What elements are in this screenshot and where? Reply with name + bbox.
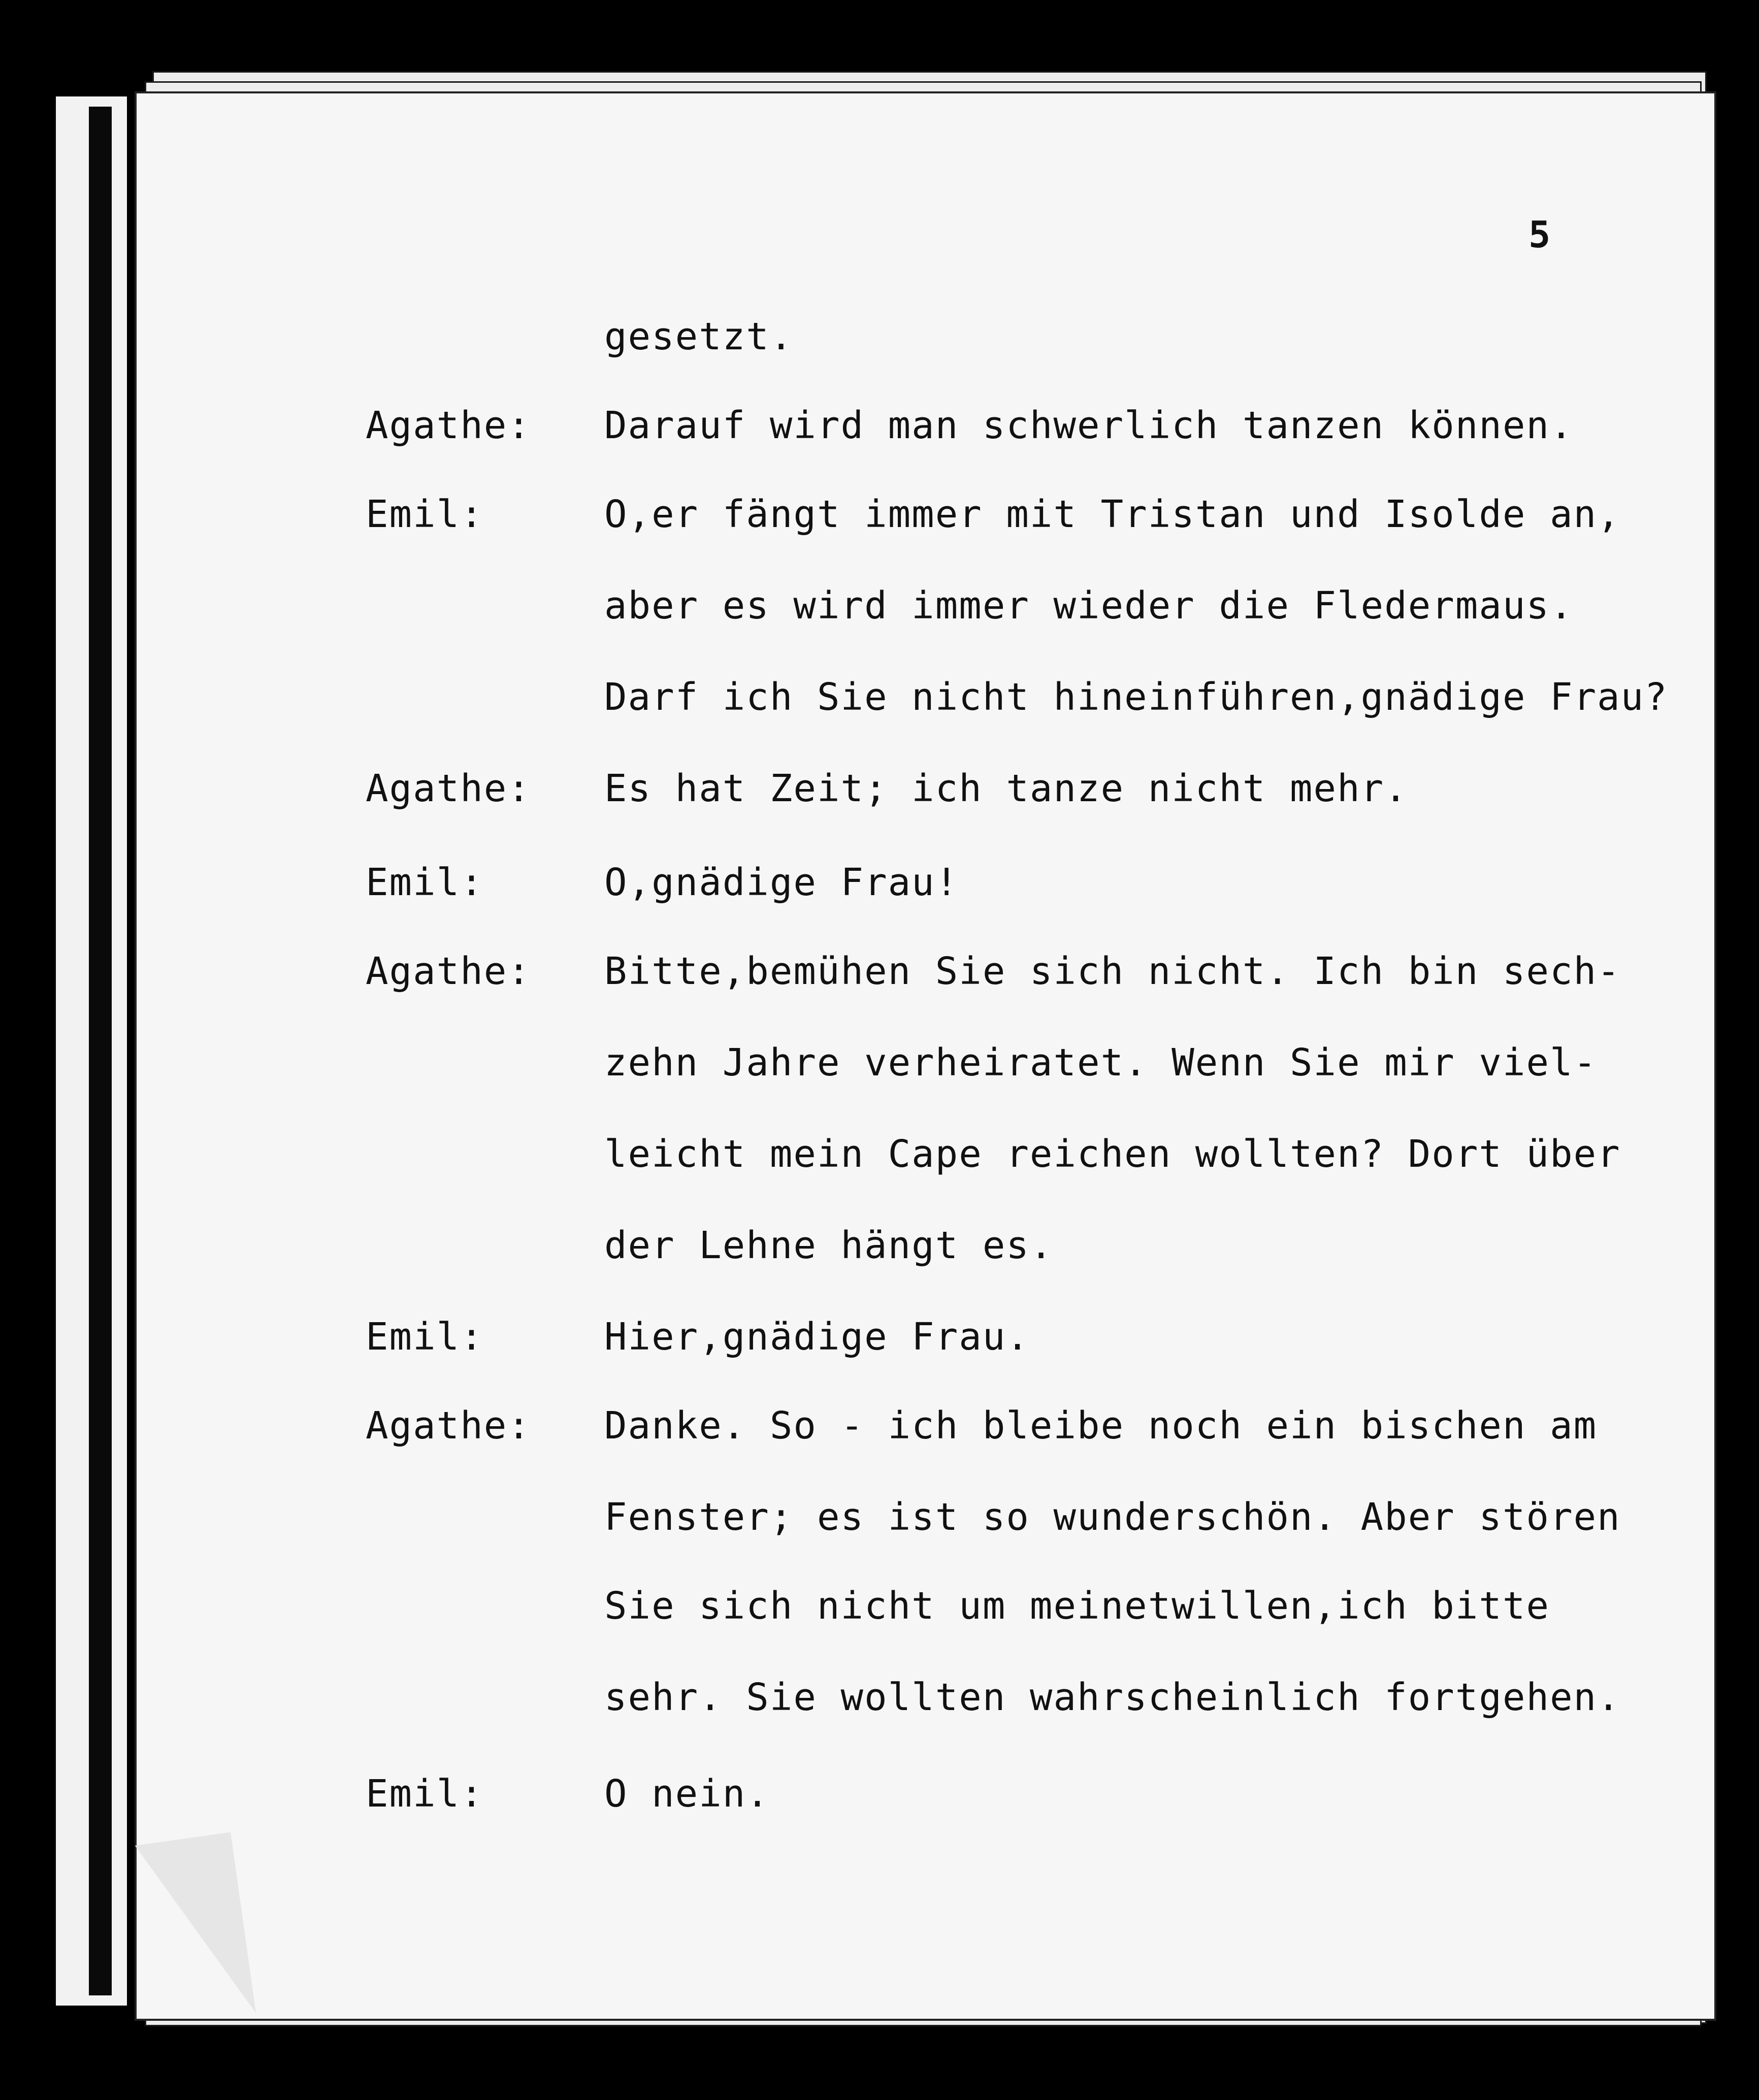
speaker-label: Agathe: [366, 949, 531, 993]
script-line: aber es wird immer wieder die Fledermaus. [604, 584, 1574, 628]
speaker-label: Agathe: [366, 767, 531, 810]
script-line: leicht mein Cape reichen wollten? Dort über [604, 1132, 1621, 1176]
speaker-label: Emil: [366, 493, 484, 536]
script-line: Hier,gnädige Frau. [604, 1315, 1030, 1359]
script-line: sehr. Sie wollten wahrscheinlich fortgehen. [604, 1676, 1621, 1719]
script-line: Fenster; es ist so wunderschön. Aber stören [604, 1495, 1621, 1539]
speaker-label: Agathe: [366, 404, 531, 447]
script-line: Darf ich Sie nicht hineinführen,gnädige Frau? [604, 675, 1668, 719]
script-line: Sie sich nicht um meinetwillen,ich bitte [604, 1584, 1550, 1628]
script-line: Danke. So - ich bleibe noch ein bischen am [604, 1404, 1598, 1448]
script-line: Es hat Zeit; ich tanze nicht mehr. [604, 767, 1408, 810]
speaker-label: Agathe: [366, 1404, 531, 1448]
script-line: Darauf wird man schwerlich tanzen können. [604, 404, 1574, 447]
script-line: O nein. [604, 1772, 770, 1816]
speaker-label: Emil: [366, 1315, 484, 1359]
script-line: O,gnädige Frau! [604, 861, 959, 904]
script-line: O,er fängt immer mit Tristan und Isolde an, [604, 493, 1621, 536]
speaker-label: Emil: [366, 1772, 484, 1816]
page-edge-shadow [89, 107, 112, 1995]
speaker-label: Emil: [366, 861, 484, 904]
script-line: Bitte,bemühen Sie sich nicht. Ich bin sech- [604, 949, 1621, 993]
script-line: der Lehne hängt es. [604, 1224, 1054, 1267]
page-number: 5 [1528, 213, 1551, 256]
script-line: zehn Jahre verheiratet. Wenn Sie mir viel- [604, 1041, 1598, 1085]
script-line: gesetzt. [604, 315, 794, 358]
